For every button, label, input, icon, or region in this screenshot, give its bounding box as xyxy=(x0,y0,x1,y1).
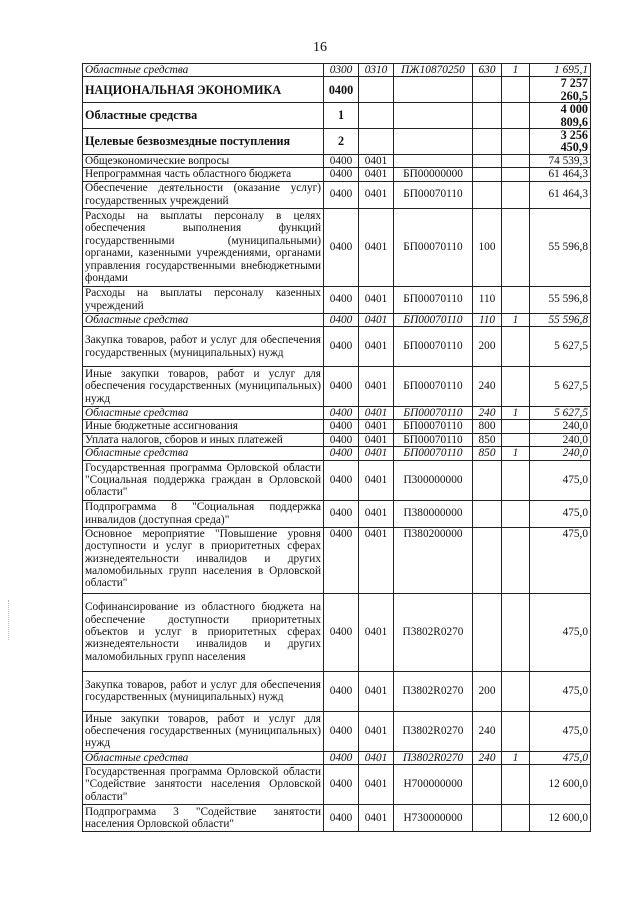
cell-name: Иные закупки товаров, работ и услуг для обеспечения государственных (муниципальных) нужд xyxy=(83,367,324,407)
cell-target-article: П3802R0270 xyxy=(394,711,473,751)
cell-name: Непрограммная часть областного бюджета xyxy=(83,168,324,181)
cell-target-article: П3802R0270 xyxy=(394,671,473,711)
cell-funding-source xyxy=(502,168,530,181)
cell-target-article xyxy=(394,129,473,155)
cell-subsection: 0401 xyxy=(359,711,394,751)
cell-subsection: 0401 xyxy=(359,407,394,420)
cell-subsection: 0401 xyxy=(359,433,394,446)
cell-amount: 475,0 xyxy=(530,527,591,593)
cell-amount: 475,0 xyxy=(530,711,591,751)
cell-section: 0400 xyxy=(324,407,359,420)
cell-funding-source xyxy=(502,593,530,671)
cell-name: Расходы на выплаты персоналу в целях обеспечения выполнения функций государственными (муниципальными) органами, казенными учреждениями, органами управления государственными внебюджетными фондами xyxy=(83,208,324,286)
cell-funding-source xyxy=(502,103,530,129)
cell-expense-type xyxy=(473,593,502,671)
cell-section: 0400 xyxy=(324,805,359,832)
cell-name: Закупка товаров, работ и услуг для обеспечения государственных (муниципальных) нужд xyxy=(83,671,324,711)
cell-funding-source xyxy=(502,805,530,832)
cell-amount: 240,0 xyxy=(530,447,591,460)
cell-expense-type: 240 xyxy=(473,407,502,420)
table-row xyxy=(83,64,591,77)
cell-funding-source xyxy=(502,129,530,155)
cell-funding-source xyxy=(502,433,530,446)
cell-name: Государственная программа Орловской области "Социальная поддержка граждан в Орловской области" xyxy=(83,460,324,500)
cell-amount: 475,0 xyxy=(530,500,591,527)
cell-expense-type: 800 xyxy=(473,420,502,433)
cell-subsection: 0401 xyxy=(359,671,394,711)
cell-amount: 475,0 xyxy=(530,460,591,500)
table-row xyxy=(83,129,591,155)
cell-section: 2 xyxy=(324,129,359,155)
table-row xyxy=(83,103,591,129)
cell-name: Областные средства xyxy=(83,103,324,129)
cell-subsection: 0401 xyxy=(359,751,394,764)
cell-expense-type xyxy=(473,805,502,832)
cell-name: Уплата налогов, сборов и иных платежей xyxy=(83,433,324,446)
cell-section: 0400 xyxy=(324,154,359,167)
table-row xyxy=(83,593,591,671)
cell-amount: 240,0 xyxy=(530,433,591,446)
cell-subsection: 0401 xyxy=(359,460,394,500)
cell-name: Областные средства xyxy=(83,407,324,420)
cell-section: 0400 xyxy=(324,327,359,367)
cell-amount: 12 600,0 xyxy=(530,765,591,805)
cell-name: Обеспечение деятельности (оказание услуг) государственных учреждений xyxy=(83,181,324,208)
table-row xyxy=(83,500,591,527)
table-row xyxy=(83,805,591,832)
table-row xyxy=(83,77,591,103)
cell-name: Областные средства xyxy=(83,751,324,764)
cell-target-article: БП00070110 xyxy=(394,313,473,326)
cell-expense-type: 110 xyxy=(473,286,502,313)
cell-section: 0400 xyxy=(324,181,359,208)
cell-target-article: БП00070110 xyxy=(394,420,473,433)
cell-section: 0400 xyxy=(324,765,359,805)
cell-target-article: БП00070110 xyxy=(394,407,473,420)
cell-section: 1 xyxy=(324,103,359,129)
table-row xyxy=(83,286,591,313)
cell-target-article: БП00070110 xyxy=(394,447,473,460)
cell-expense-type xyxy=(473,129,502,155)
table-row xyxy=(83,447,591,460)
cell-amount: 475,0 xyxy=(530,593,591,671)
table-row xyxy=(83,460,591,500)
cell-name: Иные бюджетные ассигнования xyxy=(83,420,324,433)
cell-name: Расходы на выплаты персоналу казенных учреждений xyxy=(83,286,324,313)
cell-expense-type xyxy=(473,460,502,500)
cell-expense-type: 110 xyxy=(473,313,502,326)
cell-expense-type xyxy=(473,500,502,527)
cell-funding-source xyxy=(502,181,530,208)
cell-expense-type: 200 xyxy=(473,671,502,711)
cell-name: Основное мероприятие "Повышение уровня доступности и услуг в приоритетных сферах жизнедеятельности инвалидов и других маломобильных групп населения в Орловской области" xyxy=(83,527,324,593)
cell-funding-source xyxy=(502,711,530,751)
cell-name: Общеэкономические вопросы xyxy=(83,154,324,167)
cell-target-article xyxy=(394,154,473,167)
table-row xyxy=(83,154,591,167)
table-row xyxy=(83,671,591,711)
cell-expense-type: 240 xyxy=(473,711,502,751)
cell-expense-type: 850 xyxy=(473,433,502,446)
cell-name: Областные средства xyxy=(83,313,324,326)
cell-section: 0400 xyxy=(324,500,359,527)
table-row xyxy=(83,168,591,181)
cell-subsection: 0401 xyxy=(359,313,394,326)
table-row xyxy=(83,711,591,751)
cell-target-article xyxy=(394,103,473,129)
table-row xyxy=(83,407,591,420)
cell-name: Подпрограмма 3 "Содействие занятости населения Орловской области" xyxy=(83,805,324,832)
margin-marks xyxy=(8,600,11,640)
table-row xyxy=(83,433,591,446)
cell-target-article: БП00070110 xyxy=(394,367,473,407)
cell-amount: 5 627,5 xyxy=(530,327,591,367)
cell-subsection: 0401 xyxy=(359,286,394,313)
cell-target-article xyxy=(394,77,473,103)
cell-expense-type xyxy=(473,765,502,805)
cell-amount: 5 627,5 xyxy=(530,407,591,420)
cell-target-article: Н730000000 xyxy=(394,805,473,832)
table-row xyxy=(83,751,591,764)
cell-target-article: БП00000000 xyxy=(394,168,473,181)
cell-target-article: П3802R0270 xyxy=(394,751,473,764)
cell-name: Софинансирование из областного бюджета на обеспечение доступности приоритетных объектов и услуг в приоритетных сферах жизнедеятельности инвалидов и других маломобильных групп населения xyxy=(83,593,324,671)
cell-target-article: ПЖ10870250 xyxy=(394,64,473,77)
cell-target-article: П380200000 xyxy=(394,527,473,593)
cell-subsection xyxy=(359,77,394,103)
page-number: 16 xyxy=(313,40,327,55)
cell-section: 0400 xyxy=(324,367,359,407)
cell-section: 0300 xyxy=(324,64,359,77)
cell-amount: 55 596,8 xyxy=(530,208,591,286)
cell-section: 0400 xyxy=(324,460,359,500)
table-row xyxy=(83,420,591,433)
cell-expense-type xyxy=(473,181,502,208)
cell-section: 0400 xyxy=(324,420,359,433)
cell-expense-type: 240 xyxy=(473,751,502,764)
cell-amount: 55 596,8 xyxy=(530,313,591,326)
cell-subsection: 0401 xyxy=(359,367,394,407)
cell-section: 0400 xyxy=(324,527,359,593)
cell-section: 0400 xyxy=(324,313,359,326)
cell-funding-source xyxy=(502,367,530,407)
table-row xyxy=(83,367,591,407)
cell-expense-type xyxy=(473,168,502,181)
cell-section: 0400 xyxy=(324,208,359,286)
cell-target-article: Н700000000 xyxy=(394,765,473,805)
cell-subsection: 0401 xyxy=(359,168,394,181)
cell-name: Государственная программа Орловской области "Содействие занятости населения Орловской области" xyxy=(83,765,324,805)
cell-target-article: БП00070110 xyxy=(394,286,473,313)
cell-funding-source xyxy=(502,286,530,313)
cell-subsection: 0401 xyxy=(359,447,394,460)
table-row xyxy=(83,327,591,367)
cell-expense-type: 630 xyxy=(473,64,502,77)
table-row xyxy=(83,208,591,286)
cell-expense-type xyxy=(473,527,502,593)
cell-funding-source: 1 xyxy=(502,447,530,460)
cell-amount: 55 596,8 xyxy=(530,286,591,313)
cell-section: 0400 xyxy=(324,77,359,103)
cell-target-article: БП00070110 xyxy=(394,181,473,208)
cell-target-article: БП00070110 xyxy=(394,327,473,367)
cell-amount: 74 539,3 xyxy=(530,154,591,167)
cell-name: НАЦИОНАЛЬНАЯ ЭКОНОМИКА xyxy=(83,77,324,103)
cell-expense-type xyxy=(473,103,502,129)
cell-funding-source xyxy=(502,500,530,527)
cell-subsection: 0401 xyxy=(359,181,394,208)
cell-name: Иные закупки товаров, работ и услуг для обеспечения государственных (муниципальных) нужд xyxy=(83,711,324,751)
cell-name: Подпрограмма 8 "Социальная поддержка инвалидов (доступная среда)" xyxy=(83,500,324,527)
cell-subsection: 0310 xyxy=(359,64,394,77)
cell-section: 0400 xyxy=(324,593,359,671)
cell-section: 0400 xyxy=(324,711,359,751)
cell-expense-type: 200 xyxy=(473,327,502,367)
cell-subsection: 0401 xyxy=(359,420,394,433)
cell-subsection: 0401 xyxy=(359,327,394,367)
cell-funding-source xyxy=(502,154,530,167)
cell-funding-source xyxy=(502,420,530,433)
cell-subsection: 0401 xyxy=(359,593,394,671)
table-row xyxy=(83,313,591,326)
cell-amount: 475,0 xyxy=(530,751,591,764)
budget-table xyxy=(82,63,591,832)
cell-expense-type xyxy=(473,77,502,103)
cell-section: 0400 xyxy=(324,433,359,446)
cell-funding-source xyxy=(502,765,530,805)
cell-amount: 475,0 xyxy=(530,671,591,711)
cell-target-article: БП00070110 xyxy=(394,433,473,446)
cell-funding-source xyxy=(502,527,530,593)
cell-subsection: 0401 xyxy=(359,527,394,593)
cell-amount: 4 000 809,6 xyxy=(530,103,591,129)
cell-subsection: 0401 xyxy=(359,765,394,805)
cell-expense-type: 100 xyxy=(473,208,502,286)
cell-funding-source xyxy=(502,460,530,500)
cell-target-article: П3802R0270 xyxy=(394,593,473,671)
cell-funding-source: 1 xyxy=(502,313,530,326)
cell-section: 0400 xyxy=(324,447,359,460)
cell-amount: 7 257 260,5 xyxy=(530,77,591,103)
cell-subsection: 0401 xyxy=(359,500,394,527)
cell-subsection xyxy=(359,129,394,155)
cell-name: Областные средства xyxy=(83,447,324,460)
cell-amount: 3 256 450,9 xyxy=(530,129,591,155)
cell-subsection: 0401 xyxy=(359,154,394,167)
cell-amount: 61 464,3 xyxy=(530,181,591,208)
cell-funding-source xyxy=(502,77,530,103)
cell-amount: 5 627,5 xyxy=(530,367,591,407)
cell-section: 0400 xyxy=(324,286,359,313)
cell-amount: 12 600,0 xyxy=(530,805,591,832)
table-row xyxy=(83,181,591,208)
cell-subsection xyxy=(359,103,394,129)
cell-amount: 240,0 xyxy=(530,420,591,433)
cell-amount: 1 695,1 xyxy=(530,64,591,77)
cell-funding-source: 1 xyxy=(502,407,530,420)
cell-name: Целевые безвозмездные поступления xyxy=(83,129,324,155)
cell-expense-type: 240 xyxy=(473,367,502,407)
cell-expense-type xyxy=(473,154,502,167)
cell-funding-source xyxy=(502,671,530,711)
cell-funding-source xyxy=(502,327,530,367)
cell-section: 0400 xyxy=(324,671,359,711)
cell-target-article: П300000000 xyxy=(394,460,473,500)
cell-funding-source: 1 xyxy=(502,751,530,764)
cell-expense-type: 850 xyxy=(473,447,502,460)
cell-subsection: 0401 xyxy=(359,208,394,286)
cell-section: 0400 xyxy=(324,168,359,181)
table-row xyxy=(83,765,591,805)
cell-name: Областные средства xyxy=(83,64,324,77)
cell-target-article: П380000000 xyxy=(394,500,473,527)
cell-amount: 61 464,3 xyxy=(530,168,591,181)
cell-target-article: БП00070110 xyxy=(394,208,473,286)
cell-name: Закупка товаров, работ и услуг для обеспечения государственных (муниципальных) нужд xyxy=(83,327,324,367)
cell-section: 0400 xyxy=(324,751,359,764)
cell-subsection: 0401 xyxy=(359,805,394,832)
table-row xyxy=(83,527,591,593)
cell-funding-source xyxy=(502,208,530,286)
cell-funding-source: 1 xyxy=(502,64,530,77)
